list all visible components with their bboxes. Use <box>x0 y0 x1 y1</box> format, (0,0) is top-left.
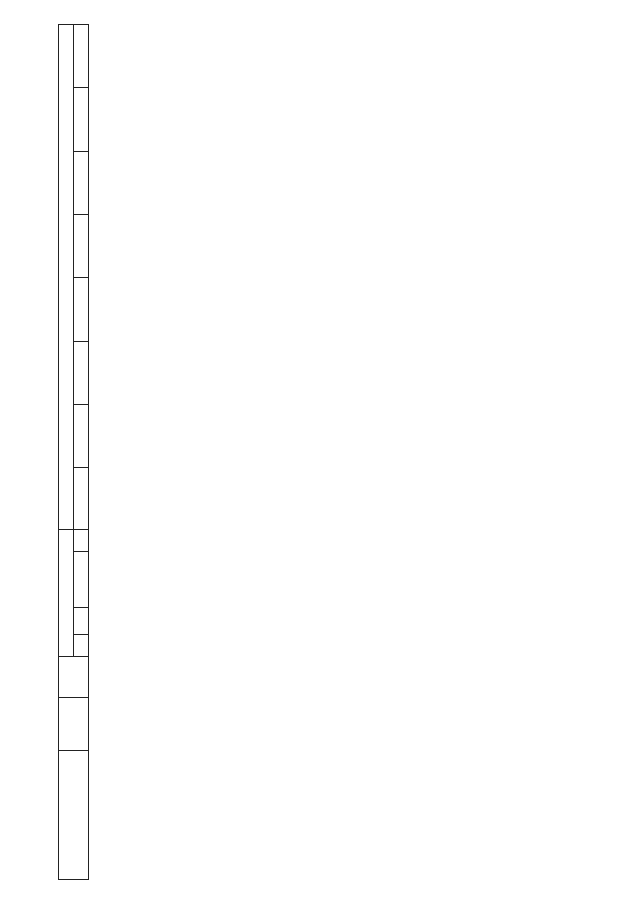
col-event-header <box>59 751 89 880</box>
year-col-header <box>74 468 89 530</box>
col-grbs-header <box>59 697 89 751</box>
code-col-header <box>74 607 89 635</box>
expenses-table <box>58 24 89 880</box>
year-col-header <box>74 214 89 277</box>
year-col-header <box>74 341 89 404</box>
code-col-header <box>74 530 89 551</box>
year-col-header <box>74 278 89 341</box>
year-col-header <box>74 404 89 467</box>
code-group-header <box>59 530 74 657</box>
year-col-header <box>74 151 89 214</box>
expenses-group-header <box>59 25 74 530</box>
col-source-header <box>59 656 89 697</box>
code-col-header <box>74 635 89 656</box>
rotated-table-area <box>58 24 623 880</box>
code-col-header <box>74 551 89 607</box>
year-col-header <box>74 88 89 151</box>
table-header <box>59 25 89 880</box>
year-col-header <box>74 25 89 88</box>
